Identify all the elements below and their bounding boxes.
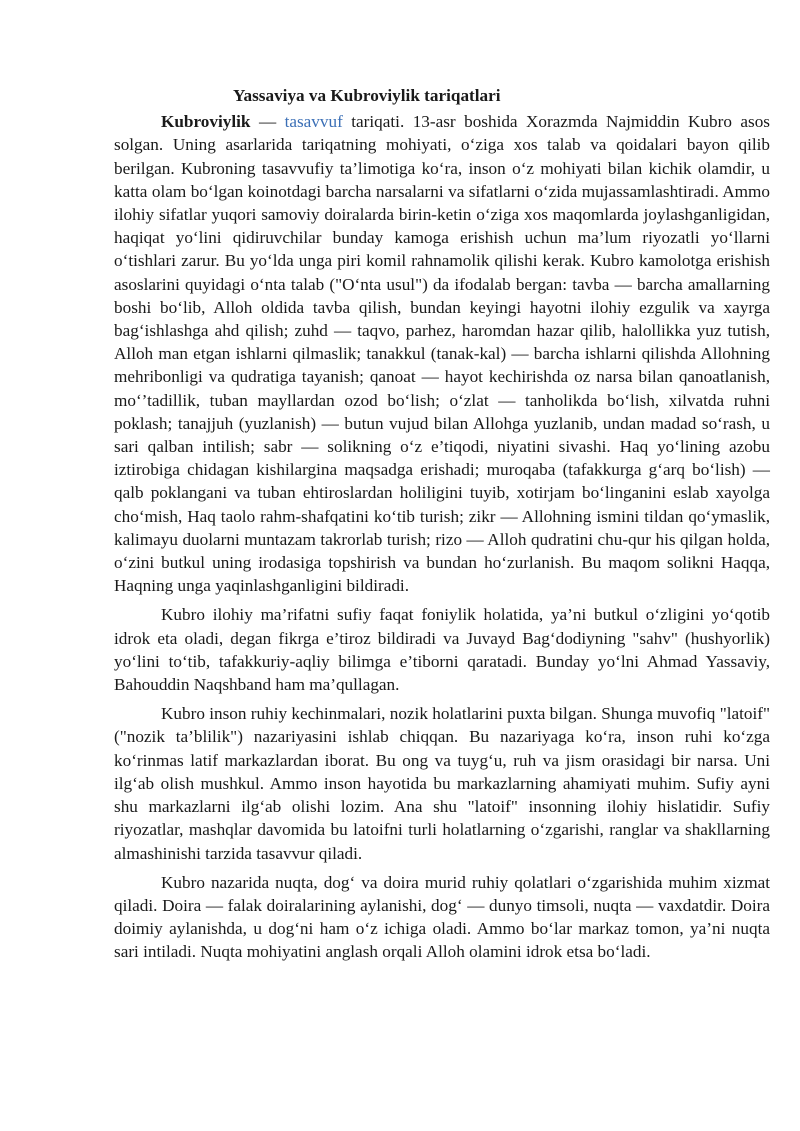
paragraph-1-text: tariqati. 13-asr boshida Xorazmda Najmiddin Kubro asos solgan. Uning asarlarida tariqatning mohiyati, o‘ziga xos talab va qoidalari bayon qilib berilgan. Kubroning tasavvufiy ta’limotiga ko‘ra, inson o‘z mohiyati bilan kichik olamdir, u katta olam bo‘lgan koinotdagi barcha narsalarni va sifatlarni o‘zida mujassamlashtiradi. Ammo ilohiy sifatlar yuqori samoviy doiralarda birin-ketin o‘ziga xos maqomlarda joylashganligidan, haqiqat yo‘lini qidiruvchilar bunday kamoga erishish uchun ma’lum riyozatli yo‘llarni o‘tishlari zarur. Bu yo‘lda unga piri komil rahnamolik qilishi kerak. Kubro kamolotga erishish asoslarini quyidagi o‘nta talab ("O‘nta usul") da ifodalab bergan: tavba — barcha amallarning boshi bo‘lib, Alloh oldida tavba qilish, bundan keyingi hayotni ilohiy ezgulik va xayrga bag‘ishlashga ahd qilish; zuhd — taqvo, parhez, haromdan hazar qilib, halollikka yuz tutish, Alloh man etgan ishlarni qilmaslik; tanakkul (tanak-kal) — barcha ishlarni qilishda Allohning mehribonligi va qudratiga tayanish; qanoat — hayot kechirishda oz narsa bilan qanoatlanish, mo‘’tadillik, tuban mayllardan ozod bo‘lish; o‘zlat — tanholikda bo‘lish, xilvatda ruhni poklash; tanajjuh (yuzlanish) — butun vujud bilan Allohga yuzlanib, undan madad so‘rash, u sari qalban intilish; sabr — solikning o‘z e’tiqodi, niyatini sivashi. Haq yo‘lining azobu iztirobiga chidagan kishilargina maqsadga erishadi; muroqaba (tafakkurga g‘arq bo‘lish) — qalb poklangani va tuban ehtiroslardan holiligini tuyib, xotirjam bo‘linganini eslab xayolga cho‘mish, Haq taolo rahm-shafqatini ko‘tib turish; zikr — Allohning ismini tildan qo‘ymaslik, kalimayu duolarni muntazam takrorlab turish; rizo — Alloh qudratini chu-qur his qilgan holda, o‘zini butkul uning irodasiga topshirish va bundan ho‘zurlanish. Bu maqom solikni Haqqa, Haqning unga yaqinlashganligini bildiradi. (114, 112, 770, 596)
paragraph-1-lead-term: Kubroviylik (161, 112, 251, 132)
paragraph-1-dash: — (250, 112, 285, 132)
document-page (114, 84, 770, 970)
paragraph-3: Kubro inson ruhiy kechinmalari, nozik holatlarini puxta bilgan. Shunga muvofiq "latoif" ("nozik ta’blilik") nazariyasini ishlab chiqqan. Bu nazariyaga ko‘ra, inson ruhi ko‘zga ko‘rinmas latif markazlardan iborat. Bu ong va tuyg‘u, ruh va jism orasidagi bir narsa. Uni ilg‘ab olish mushkul. Ammo inson hayotida bu markazlarning ahamiyati muhim. Sufiy ayni shu markazlarni ilg‘ab olishi lozim. Ana shu "latoif" insonning ilohiy hislatidir. Sufiy riyozatlar, mashqlar davomida bu latoifni turli holatlarning o‘zgarishi, ranglar va shakllarning almashinishi tarzida tasavvur qiladi. (114, 704, 770, 863)
tasavvuf-link[interactable]: tasavvuf (284, 112, 343, 132)
paragraph-2: Kubro ilohiy ma’rifatni sufiy faqat foniylik holatida, ya’ni butkul o‘zligini yo‘qotib idrok eta oladi, degan fikrga e’tiroz bildiradi va Juvayd Bag‘dodiyning "sahv" (hushyorlik) yo‘lini to‘tib, tafakkuriy-aqliy bilimga e’tiborni qaratadi. Bunday yo‘lni Ahmad Yassaviy, Bahouddin Naqshband ham ma’qullagan. (114, 605, 770, 695)
document-title: Yassaviya va Kubroviylik tariqatlari (233, 86, 501, 105)
paragraph-4: Kubro nazarida nuqta, dog‘ va doira murid ruhiy qolatlari o‘zgarishida muhim xizmat qiladi. Doira — falak doiralarining aylanishi, dog‘ — dunyo timsoli, nuqta — vaxdatdir. Doira doimiy aylanishda, u dog‘ni ham o‘z ichiga oladi. Ammo bo‘lar markaz tomon, ya’ni nuqta sari intiladi. Nuqta mohiyatini anglash orqali Alloh olamini idrok etsa bo‘ladi. (114, 872, 770, 962)
paragraph-1 (114, 110, 770, 597)
